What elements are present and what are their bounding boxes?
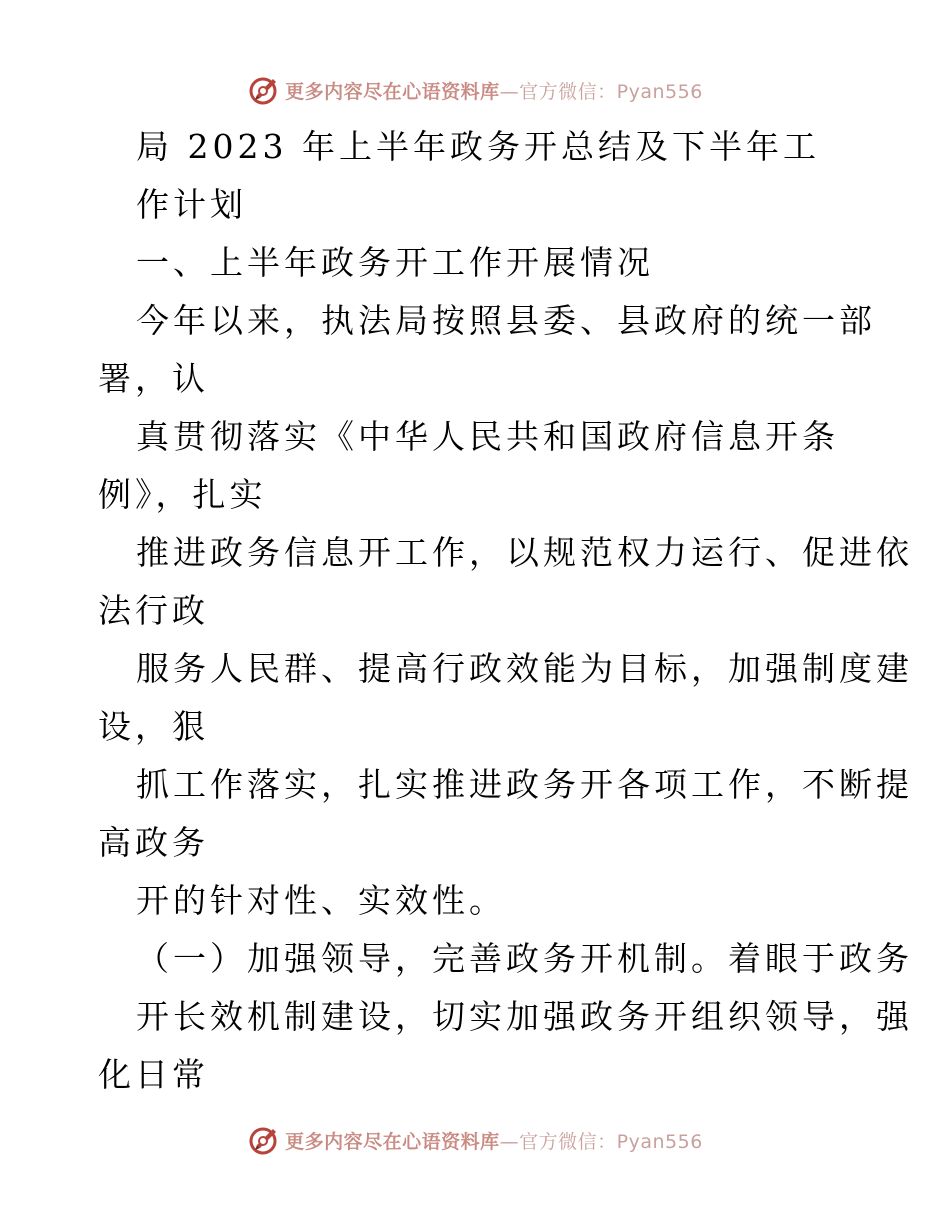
text-line: 署，认 [98, 359, 209, 398]
text-line: 例》，扎实 [98, 475, 267, 514]
text-line: 推进政务信息开工作，以规范权力运行、促进依 [136, 533, 913, 572]
banner-dash: — [499, 80, 520, 103]
text-line: 服务人民群、提高行政效能为目标，加强制度建 [136, 649, 913, 688]
text-line: 法行政 [98, 591, 209, 630]
footer-watermark-banner [0, 1120, 950, 1160]
text-line: 抓工作落实，扎实推进政务开各项工作，不断提 [136, 765, 913, 804]
banner-wechat-text: 官方微信：Pyan556 [519, 80, 703, 103]
banner-text [285, 77, 703, 104]
text-line: 真贯彻落实《中华人民共和国政府信息开条 [136, 417, 839, 456]
banner-dash: — [499, 1130, 520, 1153]
text-line: 高政务 [98, 823, 209, 862]
pen-logo-icon [247, 73, 281, 107]
text-line: 化日常 [98, 1055, 209, 1094]
header-watermark-banner [0, 70, 950, 110]
banner-brand-text: 更多内容尽在心语资料库 [285, 80, 500, 103]
document-body [0, 118, 950, 1104]
text-line: 开的针对性、实效性。 [136, 881, 506, 920]
text-line: 作计划 [136, 185, 247, 224]
banner-text [285, 1127, 703, 1154]
text-line: 今年以来，执法局按照县委、县政府的统一部 [136, 301, 876, 340]
text-line: 一、上半年政务开工作开展情况 [136, 243, 654, 282]
banner-wechat-text: 官方微信：Pyan556 [519, 1130, 703, 1153]
text-line: 开长效机制建设，切实加强政务开组织领导，强 [136, 997, 913, 1036]
text-line: 局 2023 年上半年政务开总结及下半年工 [136, 127, 820, 166]
text-line: 设，狠 [98, 707, 209, 746]
pen-logo-icon [247, 1123, 281, 1157]
banner-brand-text: 更多内容尽在心语资料库 [285, 1130, 500, 1153]
text-line: （一）加强领导，完善政务开机制。着眼于政务 [136, 939, 913, 978]
